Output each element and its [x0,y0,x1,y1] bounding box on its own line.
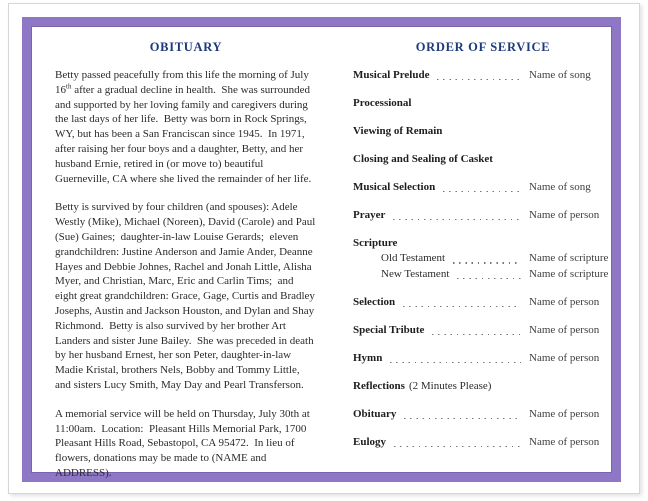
service-row-value: Name of song [529,181,591,193]
service-row-label: Musical Selection [353,181,436,193]
service-row-hymn [353,351,613,366]
service-row-musical-prelude [353,68,613,83]
service-row-label: Processional [353,97,412,109]
obituary-paragraph-3: A memorial service will be held on Thursday, July 30th at 11:00am. Location: Pleasant Hills Memorial Park, 1700 Pleasant Hills Road, Sebastopol, CA 95472. In lieu of flowers, donations may be made to (NAME and ADDRESS). [55,407,313,479]
service-row-viewing-of-remain [353,124,613,139]
dotted-leader [457,278,521,280]
service-subrow-label: New Testament [381,267,450,280]
service-row-processional [353,96,613,111]
ordinal-superscript: th [66,82,72,91]
dotted-leader [453,262,521,264]
service-row-value: Name of person [529,408,600,420]
order-of-service-column [353,40,613,463]
service-row-label: Viewing of Remain [353,125,443,137]
dotted-leader [394,446,521,448]
service-group-scripture [353,236,613,282]
service-row-scripture [353,236,613,251]
service-subrow-new-testament [353,267,613,283]
service-row-prayer [353,208,613,223]
dotted-leader [437,79,521,81]
service-subrow-label: Old Testament [381,252,446,264]
obituary-title: OBITUARY [149,40,223,54]
service-row-label: Hymn [353,352,383,364]
service-row-value: Name of song [529,69,591,81]
service-row-obituary [353,407,613,422]
service-row-label: Selection [353,296,396,308]
service-row-label: Eulogy [353,436,387,448]
service-row-label: Obituary [353,408,397,420]
dotted-leader [432,334,521,336]
dotted-leader [443,191,521,193]
service-row-special-tribute [353,323,613,338]
service-subrow-value: Name of scripture [529,252,609,264]
service-row-value: Name of person [529,436,600,448]
program-page [8,3,640,494]
service-subrow-old-testament [353,251,613,267]
service-row-value: Name of person [529,296,600,308]
order-of-service-title: ORDER OF SERVICE [415,40,551,54]
dotted-leader [403,306,521,308]
obituary-paragraph-2: Betty is survived by four children (and spouses): Adele Westly (Mike), Michael (Noreen), David (Carole) and Paul (Sue) Gaines; daughter-in-law Louise Gerards; eleven grandchildren: Justine Anderson and Jamie Ander, Deanne Hayes and Debbie Johnes, Rachel and Jonah Little, Alisha Myer, and Christian, Marc, Eric and Carlin Tims; and eight great grandchildren: Grace, Gage, Curtis and Bradley Josephs, Austin and Jackson Houston, and Dylan and Shay Richmond. Betty is also survived by her brother Art Landers and sister June Bailey. She was preceded in death by her husband Ernest, her son Peter, daughter-in-law Madie Kristal, brothers Nels, Bobby and Tommy Little, and sisters Lucy Smith, May Day and Pearl Transferson. [55,201,319,391]
service-row-value: Name of person [529,352,600,364]
service-subrow-value: Name of scripture [529,267,609,280]
service-row-label: Musical Prelude [353,69,430,81]
service-row-label: Reflections [353,380,405,392]
service-row-label: Scripture [353,237,398,249]
service-row-value: Name of person [529,324,600,336]
service-row-label: Special Tribute [353,324,425,336]
service-row-reflections [353,379,613,394]
service-row-closing-and-sealing [353,152,613,167]
service-row-label: Closing and Sealing of Casket [353,153,493,165]
service-row-musical-selection [353,180,613,195]
service-row-label: Prayer [353,209,386,221]
service-row-suffix: (2 Minutes Please) [408,380,492,392]
dotted-leader [393,219,521,221]
service-row-eulogy [353,435,613,450]
dotted-leader [390,362,521,364]
service-row-value: Name of person [529,209,600,221]
obituary-text [55,68,317,481]
dotted-leader [404,418,521,420]
obituary-column [55,40,317,495]
service-row-selection [353,295,613,310]
obituary-paragraph-1: Betty passed peacefully from this life the morning of July 16th after a gradual decline in health. She was surrounded and supported by her loving family and caregivers during the last days of her life. Betty was born in Rock Springs, WY, but has been a San Franciscan since 1945. In 1971, after raising her four boys and a daughter, Betty, and her husband Ernie, retired in (or move to) beautiful Guerneville, CA where she lived the remainder of her life. [55,69,313,185]
